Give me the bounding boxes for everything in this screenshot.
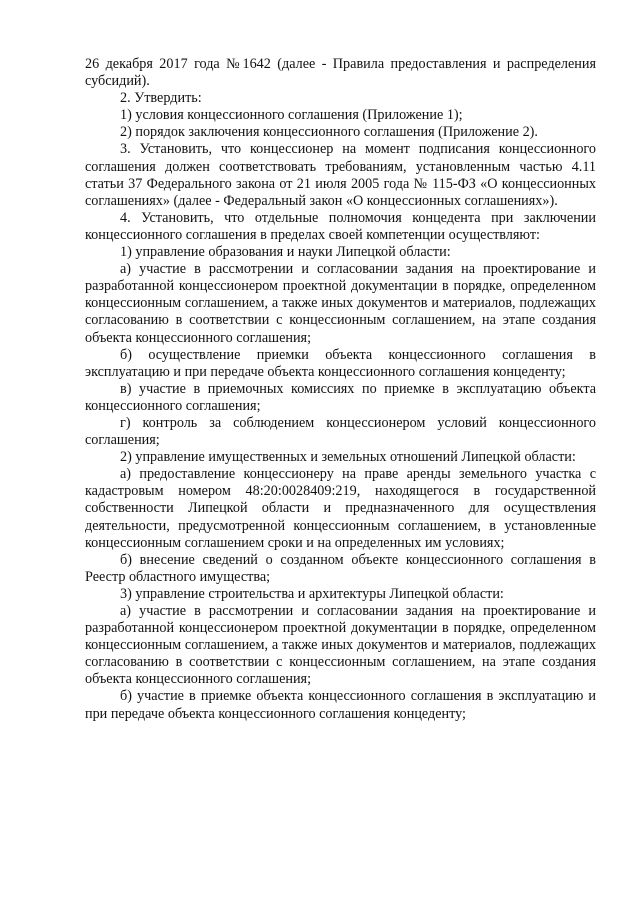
paragraph-item-3: 3. Установить, что концессионер на момент подписания концессионного соглашения должен соответствовать требованиям, установленным частью 4.11 статьи 37 Федерального закона от 21 июля 2005 года № 115-ФЗ «О концессионных соглашениях» (далее - Федеральный закон «О концессионных соглашениях»). (85, 141, 596, 209)
paragraph-subitem-2-1: 1) условия концессионного соглашения (Приложение 1); (120, 107, 463, 124)
paragraph-subitem-4-1-b: б) осуществление приемки объекта концессионного соглашения в эксплуатацию и при передаче объекта концессионного соглашения концеденту; (85, 346, 596, 380)
paragraph-subitem-4-3-b: б) участие в приемке объекта концессионного соглашения в эксплуатацию и при передаче объекта концессионного соглашения концеденту; (85, 688, 596, 722)
paragraph-subitem-4-2-a: а) предоставление концессионеру на праве аренды земельного участка с кадастровым номером 48:20:0028409:219, находящегося в государственной собственности Липецкой области и предназначенного для осуществления деятельности, предусмотренной концессионным соглашением, в установленные концессионным соглашением сроки и на определенных им условиях; (85, 466, 596, 551)
paragraph-subitem-4-1-a: а) участие в рассмотрении и согласовании задания на проектирование и разработанной концессионером проектной документации в порядке, определенном концессионным соглашением, а также иных документов и материалов, подлежащих согласованию в соответствии с концессионным соглашением, на этапе создания объекта концессионного соглашения; (85, 261, 596, 346)
paragraph-continuation: 26 декабря 2017 года №1642 (далее - Правила предоставления и распределения субсидий). (85, 56, 596, 90)
paragraph-subitem-4-1: 1) управление образования и науки Липецкой области: (120, 244, 451, 261)
paragraph-subitem-4-3: 3) управление строительства и архитектуры Липецкой области: (120, 585, 504, 602)
paragraph-item-2: 2. Утвердить: (120, 90, 202, 107)
document-body (85, 56, 596, 723)
paragraph-subitem-4-2: 2) управление имущественных и земельных отношений Липецкой области: (120, 449, 576, 466)
paragraph-item-4: 4. Установить, что отдельные полномочия концедента при заключении концессионного соглашения в пределах своей компетенции осуществляют: (85, 209, 596, 243)
paragraph-subitem-4-1-g: г) контроль за соблюдением концессионером условий концессионного соглашения; (85, 414, 596, 449)
paragraph-subitem-4-1-v: в) участие в приемочных комиссиях по приемке в эксплуатацию объекта концессионного соглашения; (85, 380, 596, 414)
paragraph-subitem-4-3-a: а) участие в рассмотрении и согласовании задания на проектирование и разработанной концессионером проектной документации в порядке, определенном концессионным соглашением, а также иных документов и материалов, подлежащих согласованию в соответствии с концессионным соглашением, на этапе создания объекта концессионного соглашения; (85, 603, 596, 688)
paragraph-subitem-2-2: 2) порядок заключения концессионного соглашения (Приложение 2). (120, 124, 538, 141)
paragraph-subitem-4-2-b: б) внесение сведений о созданном объекте концессионного соглашения в Реестр областного имущества; (85, 551, 596, 585)
